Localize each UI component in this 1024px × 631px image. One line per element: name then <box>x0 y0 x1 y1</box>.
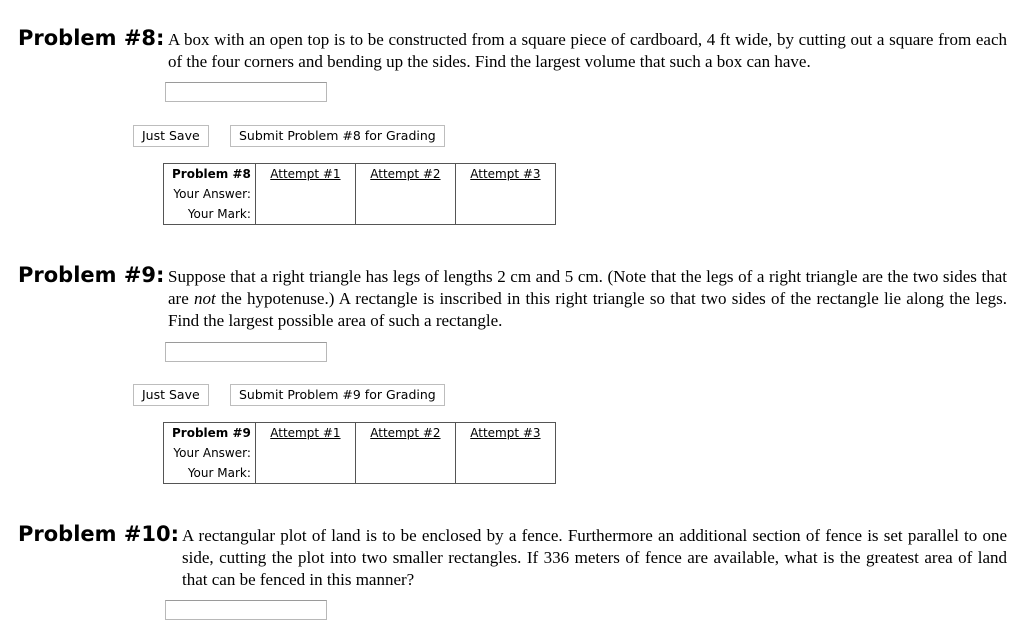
answer-cell <box>455 184 555 204</box>
answer-input-10[interactable] <box>165 600 327 620</box>
just-save-button-9[interactable]: Just Save <box>133 384 209 406</box>
just-save-button-8[interactable]: Just Save <box>133 125 209 147</box>
answer-cell <box>255 184 355 204</box>
mark-cell <box>455 463 555 484</box>
mark-cell <box>255 204 355 225</box>
attempts-table-9 <box>163 422 556 484</box>
emphasis-not: not <box>194 289 216 308</box>
mark-cell <box>255 463 355 484</box>
answer-cell <box>255 443 355 463</box>
problem-text: A rectangular plot of land is to be enclosed by a fence. Furthermore an additional section of fence is set parallel to one side, cutting the plot into two smaller rectangles. If 336 meters of fence are available, what is the greatest area of land that can be fenced in this manner? <box>182 526 1007 589</box>
attempt-1-link[interactable]: Attempt #1 <box>270 167 341 181</box>
attempt-3-link[interactable]: Attempt #3 <box>470 426 541 440</box>
problem-text: Suppose that a right triangle has legs of lengths 2 cm and 5 cm. (Note that the legs of a right triangle are the two sides that are not the hypotenuse.) A rectangle is inscribed in this right triangle so that two sides of the rectangle lie along the legs. Find the largest possible area of such a rectangle. <box>168 267 1007 330</box>
problem-heading: Problem #8: <box>18 26 165 50</box>
mark-cell <box>355 204 455 225</box>
your-mark-label: Your Mark: <box>187 466 251 480</box>
submit-button-9[interactable]: Submit Problem #9 for Grading <box>230 384 445 406</box>
answer-cell <box>455 443 555 463</box>
table-header: Problem #9 <box>172 426 251 440</box>
problem-text: A box with an open top is to be constructed from a square piece of cardboard, 4 ft wide, by cutting out a square from each of the four corners and bending up the sides. Find the largest volume that such a box can have. <box>168 30 1007 71</box>
answer-input-8[interactable] <box>165 82 327 102</box>
your-mark-label: Your Mark: <box>187 207 251 221</box>
answer-row-9 <box>0 342 400 364</box>
answer-cell <box>355 184 455 204</box>
answer-input-9[interactable] <box>165 342 327 362</box>
attempt-1-link[interactable]: Attempt #1 <box>270 426 341 440</box>
your-answer-label: Your Answer: <box>173 187 251 201</box>
table-header: Problem #8 <box>172 167 251 181</box>
answer-row-8 <box>0 82 400 104</box>
attempt-2-link[interactable]: Attempt #2 <box>370 426 441 440</box>
problem-heading: Problem #9: <box>18 263 165 287</box>
your-answer-label: Your Answer: <box>173 446 251 460</box>
answer-cell <box>355 443 455 463</box>
attempt-2-link[interactable]: Attempt #2 <box>370 167 441 181</box>
attempts-table-8 <box>163 163 556 225</box>
submit-button-8[interactable]: Submit Problem #8 for Grading <box>230 125 445 147</box>
mark-cell <box>455 204 555 225</box>
attempt-3-link[interactable]: Attempt #3 <box>470 167 541 181</box>
mark-cell <box>355 463 455 484</box>
answer-row-10 <box>0 600 400 622</box>
problem-heading: Problem #10: <box>18 522 180 546</box>
